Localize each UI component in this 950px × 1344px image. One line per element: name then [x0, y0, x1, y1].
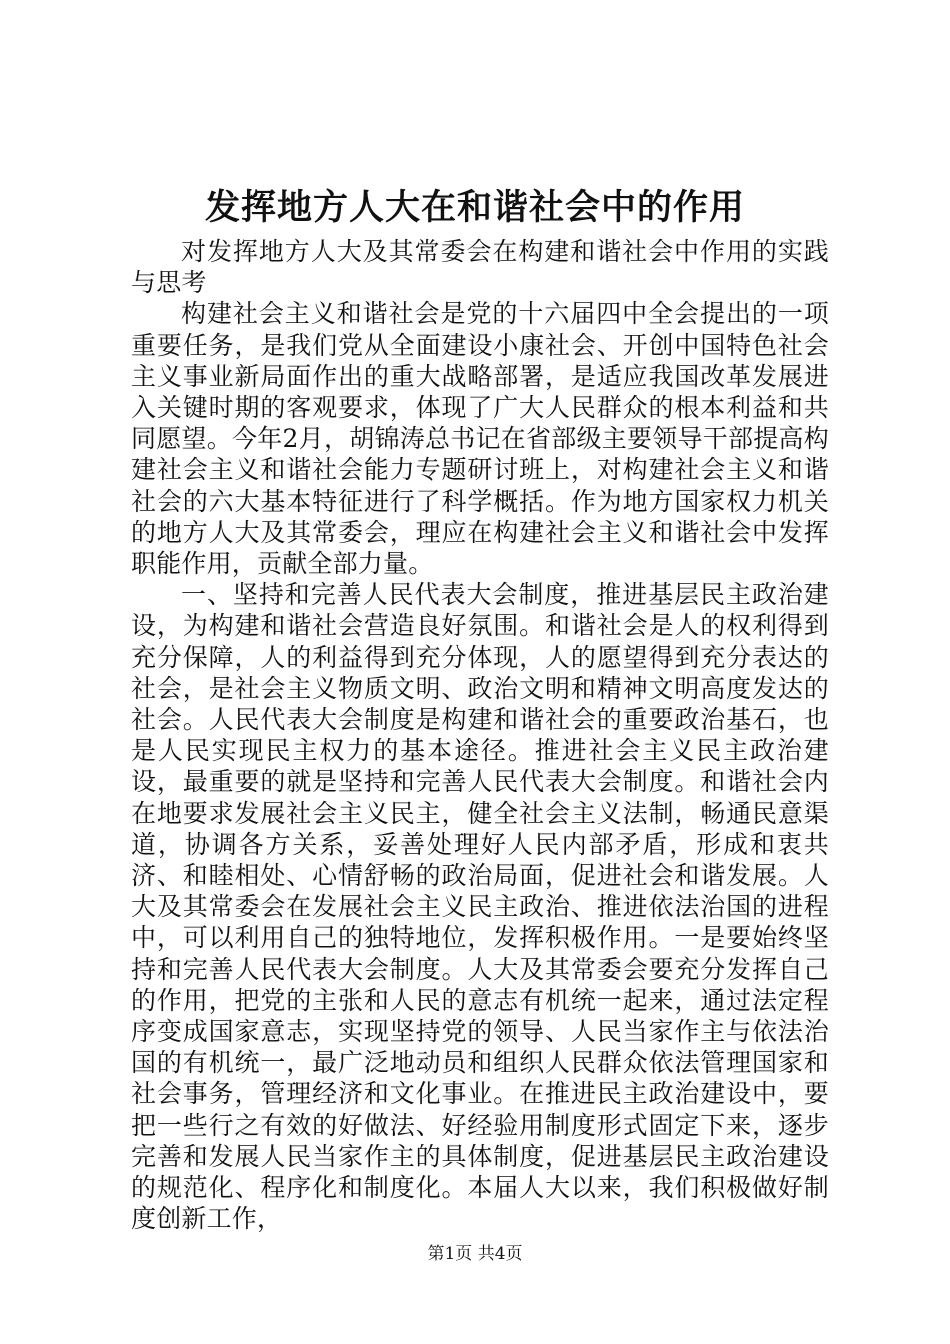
page-footer: 第1页 共4页	[427, 1244, 523, 1264]
document-body	[131, 236, 829, 1235]
subtitle-paragraph: 对发挥地方人大及其常委会在构建和谐社会中作用的实践与思考	[131, 237, 829, 298]
section-one-paragraph: 一、坚持和完善人民代表大会制度，推进基层民主政治建设，为构建和谐社会营造良好氛围。和谐社会是人的权利得到充分保障，人的利益得到充分体现，人的愿望得到充分表达的社会，是社会主义物质文明、政治文明和精神文明高度发达的社会。人民代表大会制度是构建和谐社会的重要政治基石，也是人民实现民主权力的基本途径。推进社会主义民主政治建设，最重要的就是坚持和完善人民代表大会制度。和谐社会内在地要求发展社会主义民主，健全社会主义法制，畅通民意渠道，协调各方关系，妥善处理好人民内部矛盾，形成和衷共济、和睦相处、心情舒畅的政治局面，促进社会和谐发展。人大及其常委会在发展社会主义民主政治、推进依法治国的进程中，可以利用自己的独特地位，发挥积极作用。一是要始终坚持和完善人民代表大会制度。人大及其常委会要充分发挥自己的作用，把党的主张和人民的意志有机统一起来，通过法定程序变成国家意志，实现坚持党的领导、人民当家作主与依法治国的有机统一，最广泛地动员和组织人民群众依法管理国家和社会事务，管理经济和文化事业。在推进民主政治建设中，要把一些行之有效的好做法、好经验用制度形式固定下来，逐步完善和发展人民当家作主的具体制度，促进基层民主政治建设的规范化、程序化和制度化。本届人大以来，我们积极做好制度创新工作，	[131, 580, 829, 1234]
document-title: 发挥地方人大在和谐社会中的作用	[204, 187, 745, 228]
intro-paragraph: 构建社会主义和谐社会是党的十六届四中全会提出的一项重要任务，是我们党从全面建设小康社会、开创中国特色社会主义事业新局面作出的重大战略部署，是适应我国改革发展进入关键时期的客观要求，体现了广大人民群众的根本利益和共同愿望。今年2月，胡锦涛总书记在省部级主要领导干部提高构建社会主义和谐社会能力专题研讨班上，对构建社会主义和谐社会的六大基本特征进行了科学概括。作为地方国家权力机关的地方人大及其常委会，理应在构建社会主义和谐社会中发挥职能作用，贡献全部力量。	[131, 299, 829, 579]
